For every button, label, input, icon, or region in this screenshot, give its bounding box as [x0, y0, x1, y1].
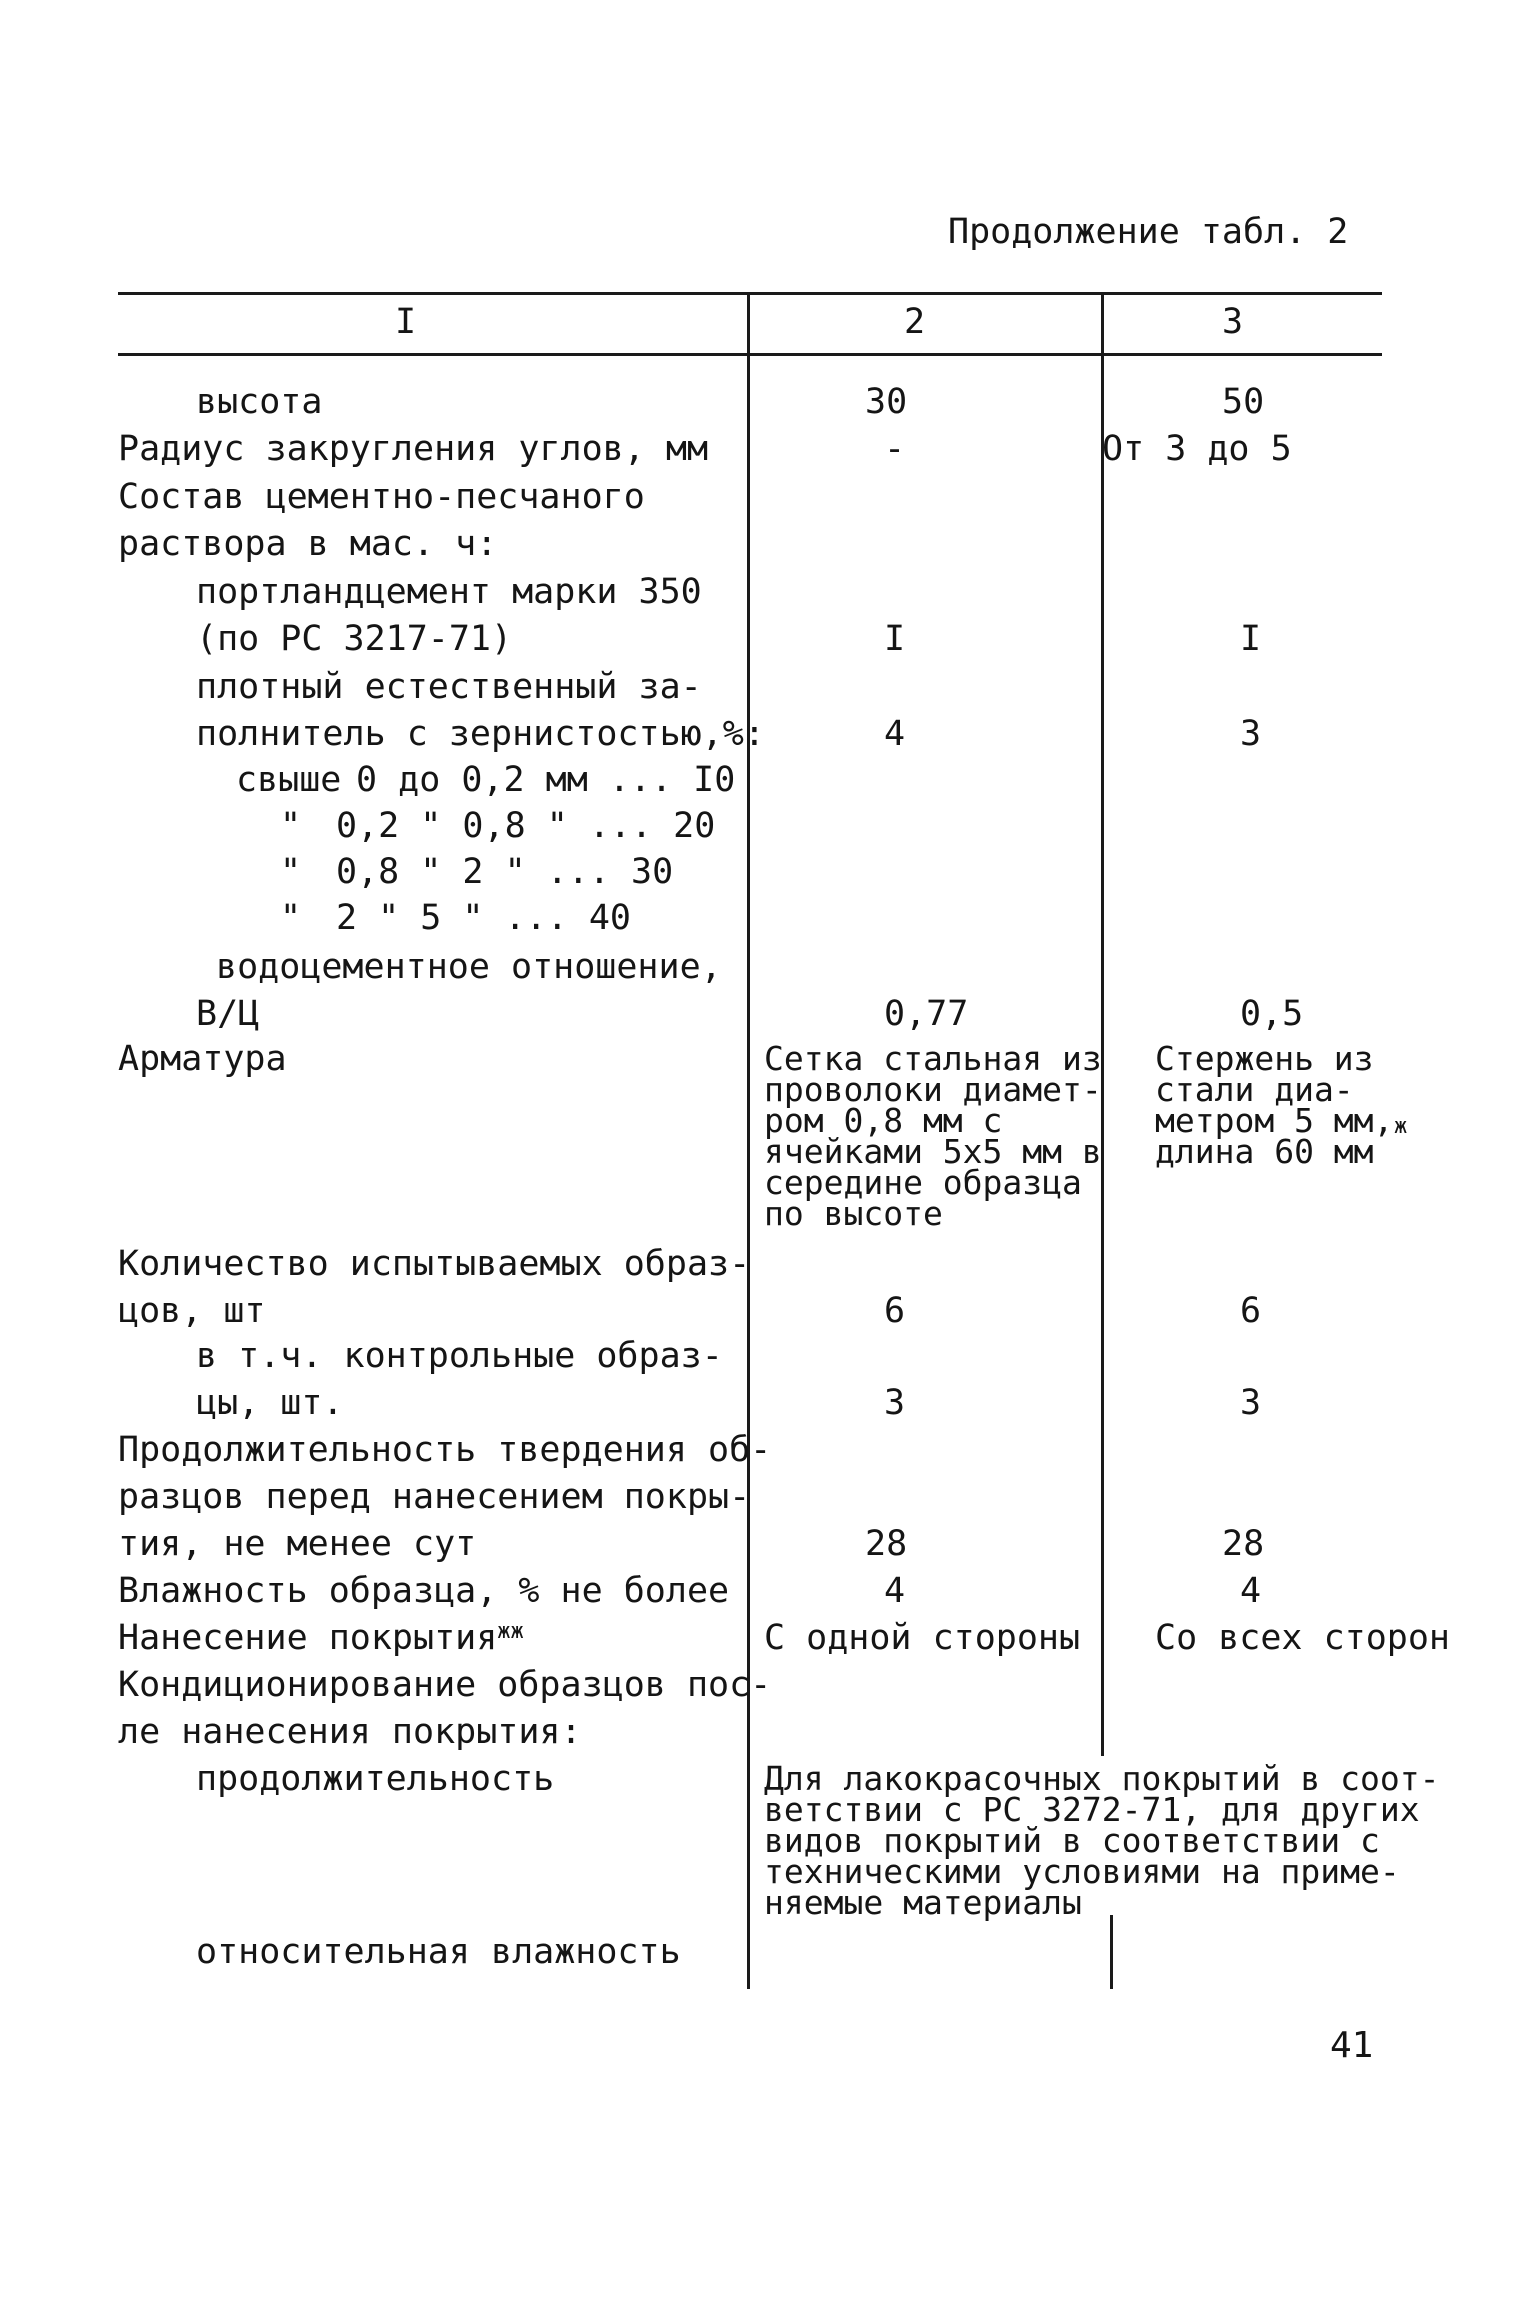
row-duration-line2: разцов перед нанесением покры- — [118, 1477, 751, 1517]
column-header-1: I — [395, 302, 417, 342]
continuation-label: Продолжение табл. 2 — [948, 212, 1349, 252]
row-radius-c2: - — [884, 429, 906, 469]
row-control-c2: 3 — [884, 1383, 906, 1423]
column-header-3: 3 — [1222, 302, 1244, 342]
fraction-3-prefix: " — [280, 852, 302, 892]
fraction-3-range: 0,8 " 2 " ... 30 — [336, 852, 674, 892]
cond-duration-text-line2: ветствии с РС 3272-71, для других — [764, 1790, 1420, 1829]
row-mortar-line2: раствора в мас. ч: — [118, 524, 498, 564]
fraction-1-prefix: свыше — [236, 760, 342, 800]
table-header-rule — [118, 353, 1382, 356]
reinforcement-c2-line4: ячейками 5х5 мм в — [764, 1132, 1102, 1171]
row-reinforcement-label: Арматура — [118, 1039, 287, 1079]
reinforcement-c2-line6: по высоте — [764, 1194, 943, 1233]
table-top-rule — [118, 292, 1382, 295]
row-control-line1: в т.ч. контрольные образ- — [196, 1336, 723, 1376]
cond-duration-text-line5: няемые материалы — [764, 1883, 1082, 1922]
column-header-2: 2 — [904, 302, 926, 342]
row-conditioning-line2: ле нанесения покрытия: — [118, 1712, 582, 1752]
row-wc-c2: 0,77 — [884, 994, 969, 1034]
row-duration-line3: тия, не менее сут — [118, 1524, 477, 1564]
reinforcement-c2-line2: проволоки диамет- — [764, 1070, 1102, 1109]
row-filler-c2: 4 — [884, 714, 906, 754]
row-duration-line1: Продолжительность твердения об- — [118, 1430, 772, 1470]
row-count-c3: 6 — [1240, 1291, 1262, 1331]
row-moisture-c3: 4 — [1240, 1571, 1262, 1611]
reinforcement-c2-line5: середине образца — [764, 1163, 1082, 1202]
cond-duration-text-line4: техническими условиями на приме- — [764, 1852, 1400, 1891]
reinforcement-c2-line3: ром 0,8 мм с — [764, 1101, 1003, 1140]
row-height-label: высота — [196, 382, 323, 422]
fraction-2-prefix: " — [280, 806, 302, 846]
row-count-line1: Количество испытываемых образ- — [118, 1244, 751, 1284]
row-cement-line2: (по РС 3217-71) — [196, 619, 513, 659]
row-count-c2: 6 — [884, 1291, 906, 1331]
row-mortar-line1: Состав цементно-песчаного — [118, 477, 645, 517]
row-cement-c3: I — [1240, 619, 1262, 659]
reinforcement-footnote-mark: ж — [1394, 1114, 1408, 1139]
fraction-1-range: 0 до 0,2 мм ... I0 — [356, 760, 736, 800]
column-divider-2-lower — [1110, 1915, 1113, 1989]
coating-footnote-mark: жж — [497, 1619, 524, 1644]
cond-duration-text-line1: Для лакокрасочных покрытий в соот- — [764, 1759, 1440, 1798]
row-height-c2: 30 — [865, 382, 908, 422]
row-cement-line1: портландцемент марки 350 — [196, 572, 702, 612]
row-duration-c3: 28 — [1222, 1524, 1265, 1564]
row-count-line2: цов, шт — [118, 1291, 266, 1331]
row-filler-c3: 3 — [1240, 714, 1262, 754]
fraction-4-range: 2 " 5 " ... 40 — [336, 898, 632, 938]
header-divider-1 — [747, 293, 750, 355]
row-cond-duration-label: продолжительность — [196, 1759, 555, 1799]
column-divider-1 — [747, 356, 750, 1989]
row-coating-c2: С одной стороны — [764, 1618, 1081, 1658]
row-humidity-label: относительная влажность — [196, 1932, 681, 1972]
row-wc-line2: В/Ц — [196, 994, 260, 1034]
row-filler-line1: плотный естественный за- — [196, 667, 702, 707]
page-number: 41 — [1330, 2025, 1374, 2066]
reinforcement-c3-line2: стали диа- — [1155, 1070, 1354, 1109]
reinforcement-c3-line3: метром 5 мм, — [1155, 1101, 1394, 1140]
row-coating-c3: Со всех сторон — [1155, 1618, 1451, 1658]
fraction-2-range: 0,2 " 0,8 " ... 20 — [336, 806, 716, 846]
reinforcement-c2-line1: Сетка стальная из — [764, 1039, 1102, 1078]
fraction-4-prefix: " — [280, 898, 302, 938]
row-wc-c3: 0,5 — [1240, 994, 1304, 1034]
row-duration-c2: 28 — [865, 1524, 908, 1564]
row-wc-line1: водоцементное отношение, — [216, 947, 722, 987]
row-height-c3: 50 — [1222, 382, 1265, 422]
row-control-c3: 3 — [1240, 1383, 1262, 1423]
cond-duration-text-line3: видов покрытий в соответствии с — [764, 1821, 1380, 1860]
row-conditioning-line1: Кондиционирование образцов пос- — [118, 1665, 772, 1705]
row-cement-c2: I — [884, 619, 906, 659]
reinforcement-c3-line4: длина 60 мм — [1155, 1132, 1374, 1171]
row-moisture-c2: 4 — [884, 1571, 906, 1611]
row-radius-label: Радиус закругления углов, мм — [118, 429, 709, 469]
header-divider-2 — [1101, 293, 1104, 355]
row-filler-line2: полнитель с зернистостью,%: — [196, 714, 765, 754]
row-moisture-label: Влажность образца, % не более — [118, 1571, 730, 1611]
row-radius-c3: От 3 до 5 — [1102, 429, 1292, 469]
row-control-line2: цы, шт. — [196, 1383, 344, 1423]
row-coating-label: Нанесение покрытия$^{жж}$ — [118, 1618, 524, 1658]
reinforcement-c3-line1: Стержень из — [1155, 1039, 1374, 1078]
